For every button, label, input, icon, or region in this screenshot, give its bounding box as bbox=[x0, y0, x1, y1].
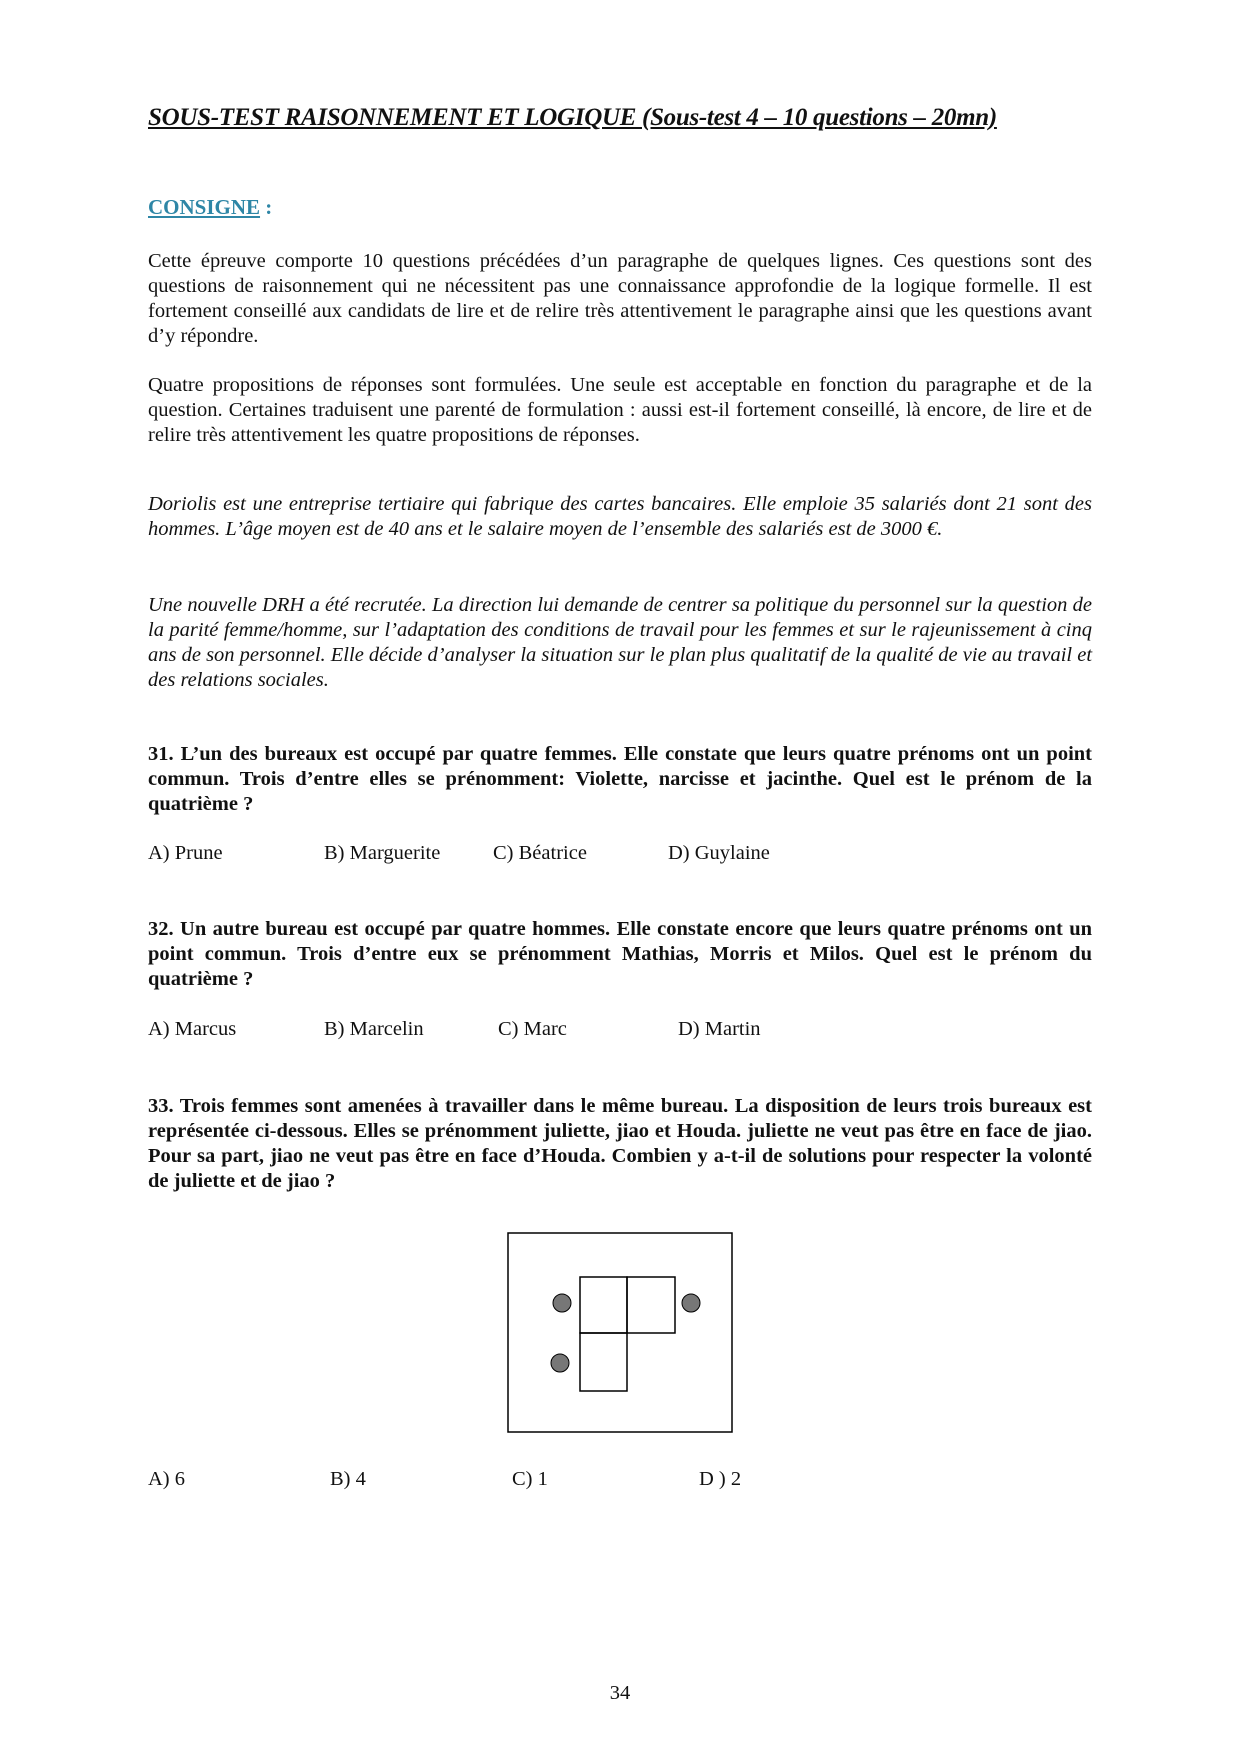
q33-answer-a: A) 6 bbox=[148, 1468, 186, 1490]
q31-answer-b: B) Marguerite bbox=[324, 842, 441, 864]
consigne-label: CONSIGNE bbox=[148, 195, 261, 219]
desk-2 bbox=[627, 1277, 675, 1333]
seat-1 bbox=[553, 1294, 571, 1312]
q31-answer-d: D) Guylaine bbox=[668, 842, 770, 864]
q33-answer-c: C) 1 bbox=[512, 1468, 548, 1490]
instructions-paragraph-2: Quatre propositions de réponses sont formulées. Une seule est acceptable en fonction du paragraphe et de la question. Certaines traduisent une parenté de formulation : aussi est-il fortement conseillé, là encore, de lire et de relire très attentivement les quatre propositions de réponses. bbox=[148, 374, 1092, 446]
q32-answer-b: B) Marcelin bbox=[324, 1018, 424, 1040]
seat-3 bbox=[551, 1354, 569, 1372]
scenario-paragraph-2: Une nouvelle DRH a été recrutée. La direction lui demande de centrer sa politique du personnel sur la question de la parité femme/homme, sur l’adaptation des conditions de travail pour les femmes et sur le rajeunissement à cinq ans de son personnel. Elle décide d’analyser la situation sur le plan plus qualitatif de la qualité de vie au travail et des relations sociales. bbox=[148, 594, 1093, 691]
desk-1 bbox=[580, 1277, 627, 1333]
question-31: 31. L’un des bureaux est occupé par quatre femmes. Elle constate que leurs quatre prénoms ont un point commun. Trois d’entre elles se prénomment: Violette, narcisse et jacinthe. Quel est le prénom de la quatrième ? bbox=[148, 743, 1092, 815]
q33-answer-d: D ) 2 bbox=[699, 1468, 742, 1490]
q31-answer-a: A) Prune bbox=[148, 842, 223, 864]
seat-2 bbox=[682, 1294, 700, 1312]
q32-answer-d: D) Martin bbox=[678, 1018, 761, 1040]
q32-answer-a: A) Marcus bbox=[148, 1018, 237, 1040]
consigne-colon: : bbox=[260, 195, 273, 219]
desk-3 bbox=[580, 1333, 627, 1391]
instructions-paragraph-1: Cette épreuve comporte 10 questions précédées d’un paragraphe de quelques lignes. Ces questions sont des questions de raisonnement qui ne nécessitent pas une connaissance approfondie de la logique formelle. Il est fortement conseillé aux candidats de lire et de relire très attentivement le paragraphe ainsi que les questions avant d’y répondre. bbox=[148, 250, 1092, 347]
q33-answer-b: B) 4 bbox=[330, 1468, 366, 1490]
page-number: 34 bbox=[609, 1682, 631, 1704]
page-title: SOUS-TEST RAISONNEMENT ET LOGIQUE (Sous-test 4 – 10 questions – 20mn) bbox=[148, 104, 997, 131]
q31-answer-c: C) Béatrice bbox=[493, 842, 587, 864]
question-32: 32. Un autre bureau est occupé par quatre hommes. Elle constate encore que leurs quatre prénoms ont un point commun. Trois d’entre eux se prénomment Mathias, Morris et Milos. Quel est le prénom du quatrième ? bbox=[148, 918, 1092, 990]
question-33: 33. Trois femmes sont amenées à travailler dans le même bureau. La disposition de leurs trois bureaux est représentée ci-dessous. Elles se prénomment juliette, jiao et Houda. juliette ne veut pas être en face de jiao. Pour sa part, jiao ne veut pas être en face d’Houda. Combien y a-t-il de solutions pour respecter la volonté de juliette et de jiao ? bbox=[148, 1095, 1092, 1192]
scenario-paragraph-1: Doriolis est une entreprise tertiaire qui fabrique des cartes bancaires. Elle emploie 35 salariés dont 21 sont des hommes. L’âge moyen est de 40 ans et le salaire moyen de l’ensemble des salariés est de 3000 €. bbox=[148, 493, 1092, 540]
q32-answer-c: C) Marc bbox=[498, 1018, 567, 1040]
